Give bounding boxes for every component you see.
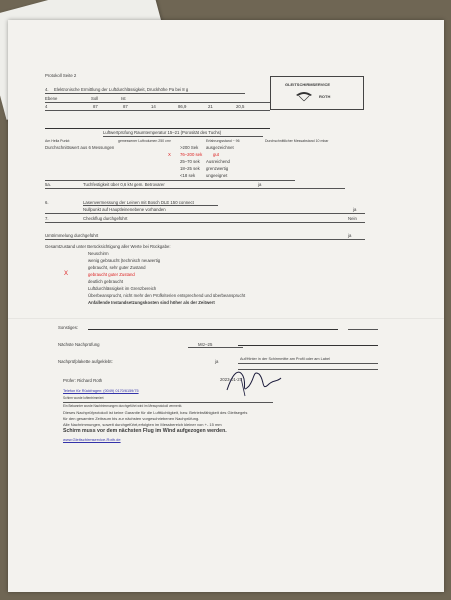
tester-signature xyxy=(223,364,285,398)
table-line xyxy=(45,110,270,111)
section4-value: 21 xyxy=(208,104,213,109)
condition-option: wenig gebraucht (technisch neuwertig xyxy=(88,258,161,263)
lines-value: ja xyxy=(353,207,357,212)
phone-number[interactable]: Telefon für Rückfragen: (0049) 0170/6159/75 xyxy=(63,389,139,393)
divider xyxy=(45,213,365,214)
phone-sub: Schirm wurde luftentrimmiert xyxy=(63,396,104,400)
next-check-value: Mrz–25 xyxy=(198,342,213,347)
scale-range: >200 Sek xyxy=(180,145,199,150)
section4-title: Elektronische Ermittlung der Luftdurchlässigkeit, Druckhöhe Pa bei 8 g xyxy=(54,87,189,92)
divider xyxy=(238,345,378,346)
lines-label: Lasenvermessung der Leinen mit Bosch DLE 150 connect xyxy=(83,200,194,205)
section4-header-ist: Ist xyxy=(121,96,126,101)
note-line: Dieses Nachprüfprotokoll ist keine Garantie für die Lufttüchtigkeit, bzw. Betriebsfähigkeit des Gleitsegels xyxy=(63,410,248,415)
scale-range: 25–70 sek xyxy=(180,159,200,164)
tear-value: ja xyxy=(258,182,262,187)
check-label: Checkflug durchgeführt xyxy=(83,216,128,221)
condition-option: Anfallende Instandsetzungskosten sind höher als der Zeitwert xyxy=(88,300,215,305)
airperm-col2: gemessener Luftvolumen 250 cm³ xyxy=(118,139,171,143)
airperm-col4: Durchschnittlicher Messabstand 10 mbar xyxy=(265,139,329,143)
condition-option: deutlich gebraucht xyxy=(88,279,124,284)
logo-line2: ROTH xyxy=(319,94,331,99)
scale-range-measured: 76–200 sek xyxy=(180,152,203,157)
section4-value: 14 xyxy=(151,104,156,109)
condition-title: Gesamtzustand unter Berücksichtigung aller Werte bei Rückgabe: xyxy=(45,244,171,249)
rating-marker: X xyxy=(168,152,171,157)
divider xyxy=(45,222,365,223)
sticker-value: ja xyxy=(215,359,219,364)
sticker-note: Auf/Hinter in der Schirmmitte am Profil oder am Label xyxy=(240,357,330,361)
condition-marker: X xyxy=(64,271,69,277)
scale-range: 18–25 sek xyxy=(180,166,200,171)
next-check-label: Nächste Nachprüfung xyxy=(58,342,100,347)
airperm-col1: Am Hella Punkt: xyxy=(45,139,71,143)
divider xyxy=(63,402,273,403)
check-value: Nein xyxy=(348,216,357,221)
scale-range: <18 sek xyxy=(180,173,196,178)
condition-option: Neuschirm xyxy=(88,251,109,256)
section4-value: 87 xyxy=(93,104,98,109)
scale-rating: ausgezeichnet xyxy=(206,145,234,150)
logo-line1: GLEITSCHIRMSERVICE xyxy=(285,82,331,87)
paraglider-icon xyxy=(295,90,313,102)
condition-option: Luftdurchlässigkeit im Grenzbereich xyxy=(88,286,157,291)
section4-header-soll: Soll xyxy=(91,96,99,101)
airperm-col3: Erfahrungsstand ~ 96 xyxy=(206,139,240,143)
tear-number: 5a. xyxy=(45,182,51,187)
section4-value: 87 xyxy=(123,104,128,109)
divider xyxy=(103,136,263,137)
table-line xyxy=(45,102,270,103)
tear-label: Tuchfestigkeit über 0,6 kN gem. Betrovarer xyxy=(83,182,165,187)
section4-value: 4 xyxy=(45,104,48,109)
section4-value: 20,5 xyxy=(236,104,245,109)
note-line: Alle Nachrimmungen, soweit durchgeführt,erfolgten im Messbereich kleiner von +- 15 mm xyxy=(63,422,222,427)
scale-rating: grenzwertig xyxy=(206,166,229,171)
sticker-label: Nachprüfplakette aufgeklebt: xyxy=(58,359,113,364)
note-line: für den gesamten Zeitraum bis zur nächsten vorgeschriebenen Nachprüfung. xyxy=(63,416,200,421)
sonstiges-label: Sonstiges: xyxy=(58,325,79,330)
section4-value: 86,9 xyxy=(178,104,187,109)
website-link[interactable]: www.Gleitschirmservice-Roth.de xyxy=(63,437,121,442)
sonstiges-line xyxy=(88,329,338,330)
page-fold xyxy=(8,318,444,319)
trim-label: Umtrimmelung durchgeführt xyxy=(45,233,99,238)
condition-option: gebraucht, sehr guter Zustand xyxy=(88,265,146,270)
scale-rating: ungeeignet xyxy=(206,173,228,178)
warning-text: Schirm muss vor dem nächsten Flug im Wind aufgezogen werden. xyxy=(63,428,227,434)
company-logo xyxy=(270,76,364,110)
condition-option-selected: gebraucht guter Zustand xyxy=(88,272,135,277)
page-label: Protokoll Seite 2 xyxy=(45,73,77,78)
tester-name: Prüfer: Richard Roth xyxy=(63,378,103,383)
scale-rating: Ausreichend xyxy=(206,159,230,164)
divider xyxy=(45,239,365,240)
next-check-line xyxy=(188,347,243,348)
section4-header-ebene: Ebene xyxy=(45,96,58,101)
divider xyxy=(45,188,345,189)
divider xyxy=(45,180,295,181)
note-line: Ein Bekannter wurde Nachtrimmungen durchgeführt wird im Messprotokoll vermerkt. xyxy=(63,404,183,408)
lines-sub: Nullpunkt auf Hauptleinenebene vorhanden xyxy=(83,207,166,212)
protocol-page xyxy=(8,20,444,592)
test-date: 2023-01-27 xyxy=(220,377,242,382)
trim-value: ja xyxy=(348,233,352,238)
divider xyxy=(45,93,245,94)
scale-rating-measured: gut xyxy=(213,152,219,157)
section4-number: 4. xyxy=(45,87,49,92)
lines-number: 6. xyxy=(45,200,49,205)
divider xyxy=(45,128,270,129)
airperm-title: Luftwertprüfung Raumtemperatur 15–21 (Porosität des Tuchs) xyxy=(103,130,222,135)
divider xyxy=(83,205,218,206)
airperm-avg-label: Durchschnittswert aus 6 Messungen xyxy=(45,145,115,150)
check-number: 7. xyxy=(45,216,49,221)
sonstiges-line xyxy=(348,329,378,330)
condition-option: Überbeansprucht, nicht mehr den Prüfkriterien entsprechend und überbeansprucht xyxy=(88,293,246,298)
